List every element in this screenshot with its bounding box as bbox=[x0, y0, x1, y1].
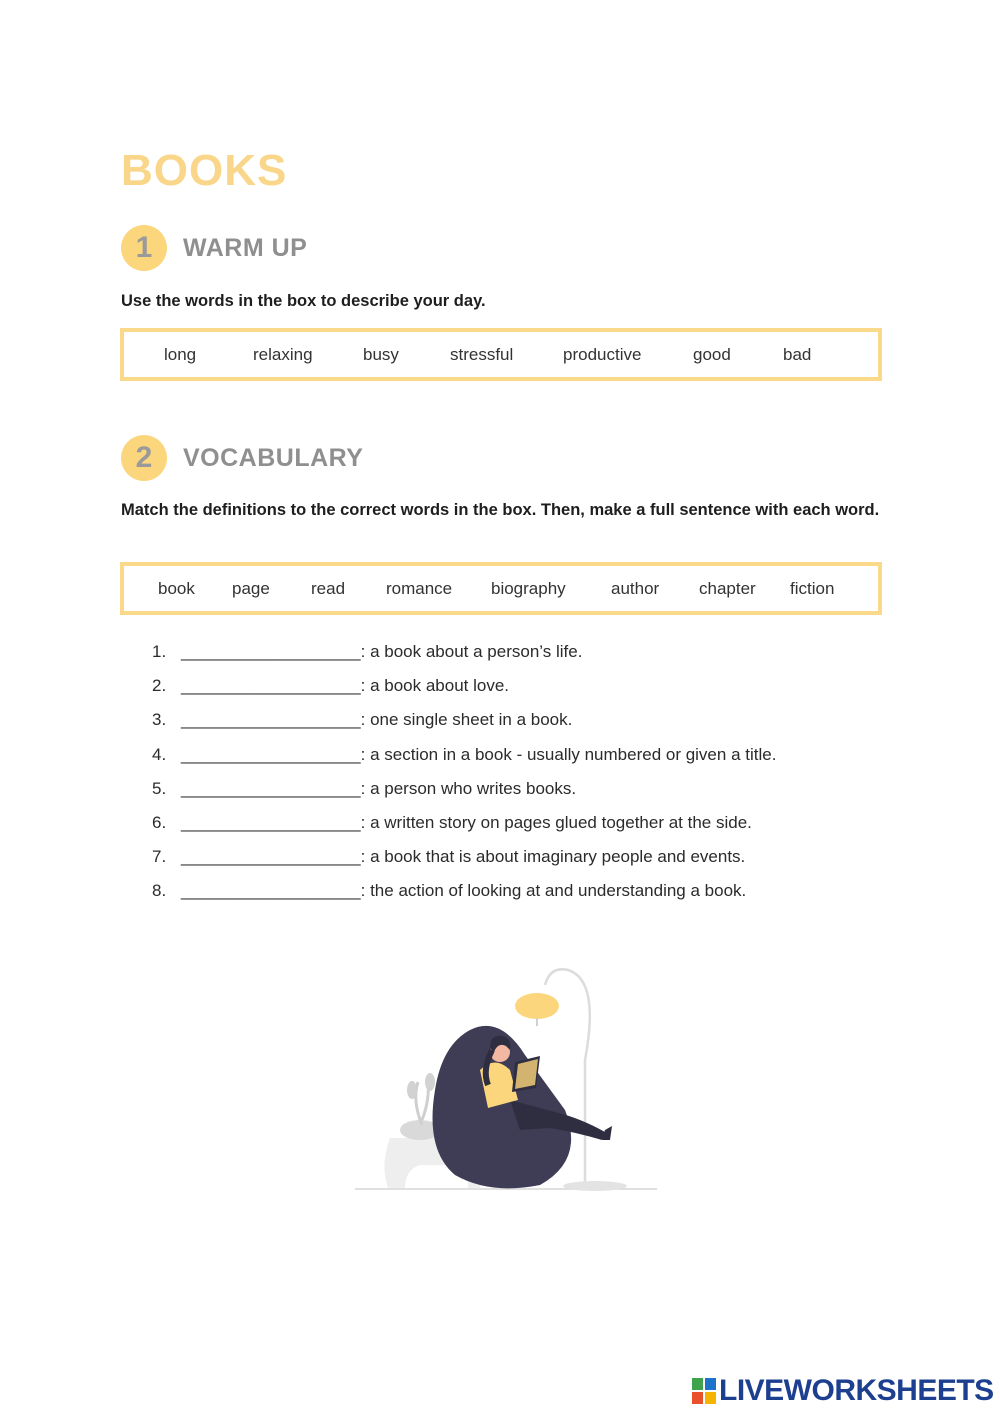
warm-up-word-box bbox=[120, 328, 882, 381]
word-bank-item: productive bbox=[563, 345, 642, 364]
definition-text: ___________________: a book about a person’s life. bbox=[181, 642, 583, 661]
definition-item bbox=[152, 777, 776, 811]
vocabulary-word-box bbox=[120, 562, 882, 615]
section-warm-up-header bbox=[121, 225, 307, 271]
definition-text: ___________________: the action of looking at and understanding a book. bbox=[181, 881, 747, 901]
definition-number: 3. bbox=[152, 710, 167, 730]
logo-text: LIVEWORKSHEETS bbox=[719, 1374, 994, 1407]
section-title: VOCABULARY bbox=[183, 443, 364, 472]
definition-text: ___________________: a book about love. bbox=[181, 676, 510, 696]
word-bank-item: busy bbox=[363, 345, 399, 364]
warm-up-instruction: Use the words in the box to describe your day. bbox=[121, 292, 486, 310]
definition-number: 2. bbox=[152, 676, 167, 696]
definition-text: ___________________: a section in a book - usually numbered or given a title. bbox=[181, 744, 777, 764]
definition-item bbox=[152, 743, 776, 777]
definition-text: ___________________: a written story on pages glued together at the side. bbox=[181, 812, 752, 832]
vocabulary-instruction: Match the definitions to the correct words in the box. Then, make a full sentence with each word. bbox=[121, 501, 880, 519]
definition-number: 7. bbox=[152, 847, 167, 867]
definition-item bbox=[152, 708, 776, 742]
word-bank-item: read bbox=[311, 579, 346, 598]
word-bank-item: biography bbox=[491, 579, 566, 598]
word-bank-item: book bbox=[158, 579, 195, 598]
definition-text: ___________________: one single sheet in a book. bbox=[181, 710, 573, 730]
definition-number: 1. bbox=[152, 642, 167, 661]
definition-item bbox=[152, 640, 776, 674]
word-bank-item: relaxing bbox=[253, 345, 313, 364]
section-number-badge: 1 bbox=[121, 225, 167, 271]
section-title: WARM UP bbox=[183, 233, 308, 262]
page-title: BOOKS bbox=[121, 146, 288, 195]
definition-number: 4. bbox=[152, 744, 167, 764]
definition-item bbox=[152, 674, 776, 708]
definition-number: 6. bbox=[152, 812, 167, 832]
definition-text: ___________________: a book that is about imaginary people and events. bbox=[181, 847, 746, 867]
definition-number: 8. bbox=[152, 881, 167, 901]
word-bank-item: long bbox=[164, 345, 197, 364]
definition-item bbox=[152, 811, 776, 845]
definition-item bbox=[152, 845, 776, 879]
definition-item bbox=[152, 879, 776, 913]
word-bank-item: chapter bbox=[699, 579, 756, 598]
reading-woman-illustration bbox=[350, 960, 660, 1195]
word-bank-item: bad bbox=[783, 345, 812, 364]
word-bank-item: romance bbox=[386, 579, 453, 598]
liveworksheets-logo-icon bbox=[692, 1378, 716, 1404]
section-number-badge: 2 bbox=[121, 435, 167, 481]
word-bank-item: good bbox=[693, 345, 731, 364]
word-bank-item: fiction bbox=[790, 579, 835, 598]
section-vocabulary-header bbox=[121, 435, 363, 481]
definitions-list bbox=[152, 640, 776, 914]
definition-text: ___________________: a person who writes books. bbox=[181, 778, 577, 798]
definition-number: 5. bbox=[152, 778, 167, 798]
word-bank-item: page bbox=[232, 579, 270, 598]
word-bank-item: stressful bbox=[450, 345, 514, 364]
liveworksheets-logo bbox=[692, 1374, 994, 1408]
word-bank-item: author bbox=[611, 579, 660, 598]
